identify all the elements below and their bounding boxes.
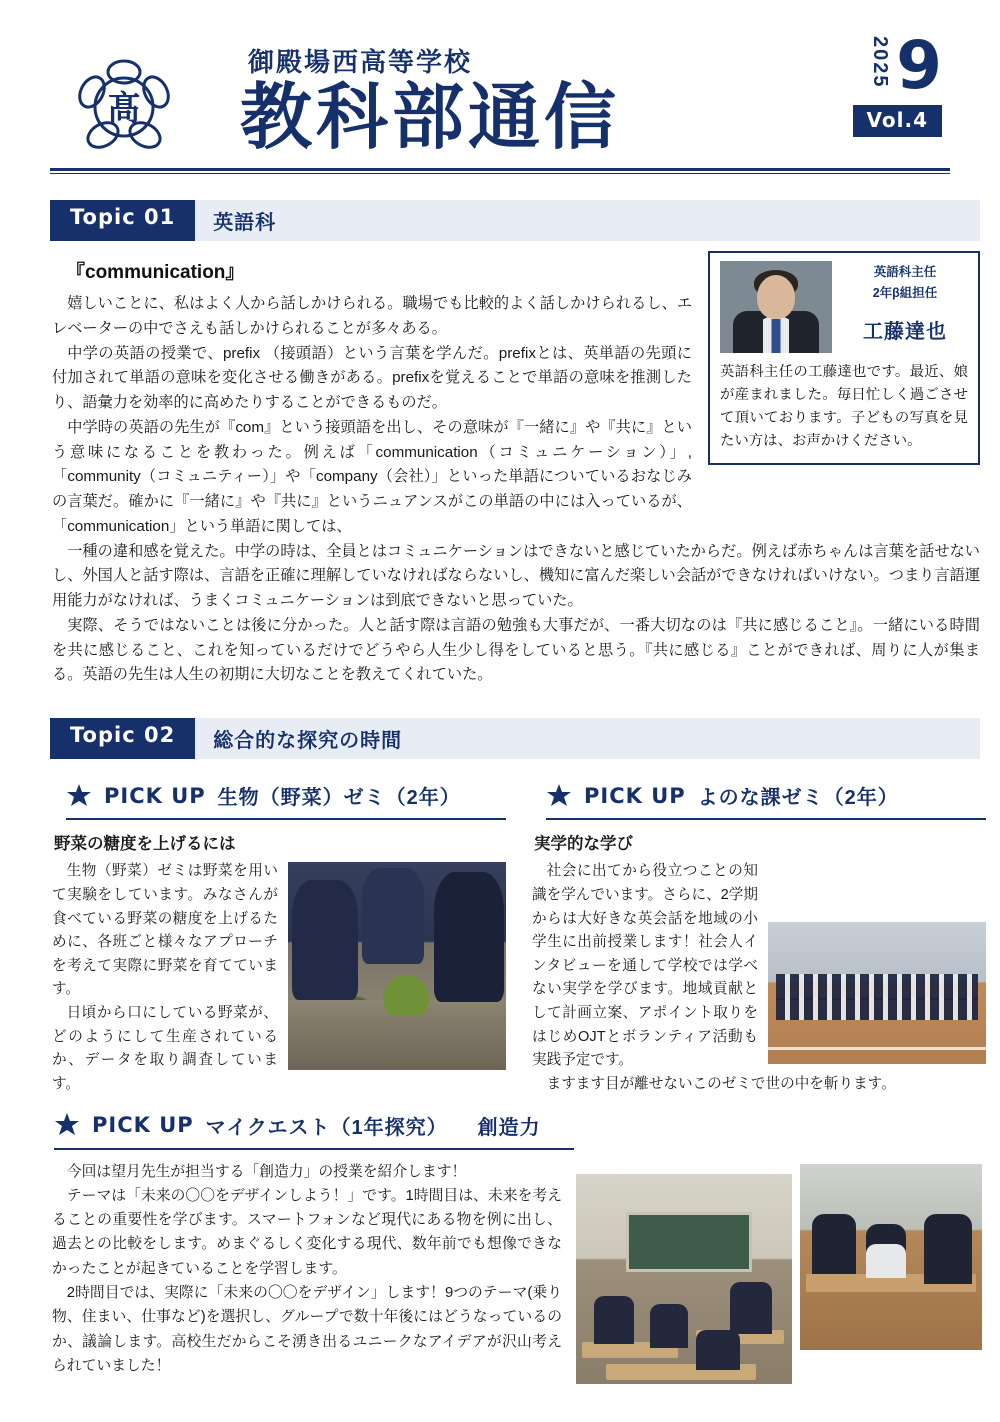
teacher-description: 英語科主任の工藤達也です。最近、娘が産まれました。毎日忙しく過ごさせて頂いております。子どもの写真を見たい方は、お声かけください。 xyxy=(720,364,968,450)
topic-01-body xyxy=(52,257,980,688)
teacher-role-line-1: 英語科主任 xyxy=(873,265,937,279)
pickup-1-header xyxy=(66,781,506,810)
pickup-2-label: PICK UP xyxy=(584,783,686,808)
issue-volume: Vol.4 xyxy=(853,105,943,137)
topic-02-bar xyxy=(50,718,980,759)
paragraph: 2時間目では、実際に「未来の〇〇をデザイン」します！9つのテーマ(乗り物、住まい、仕事など)を選択し、グループで数十年後にはどうなっているのか、議論します。高校生だからこそ湧き出るユニークなアイデアが沢山考えられていました！ xyxy=(52,1284,562,1374)
topic-01-full-text xyxy=(52,540,980,689)
page-title: 教科部通信 xyxy=(240,75,621,159)
pickup-1-text xyxy=(52,860,506,1096)
paragraph: 今回は望月先生が担当する「創造力」の授業を紹介します！ xyxy=(66,1163,467,1180)
pickup-3-text xyxy=(52,1160,562,1378)
header-divider xyxy=(50,168,950,174)
issue-block xyxy=(792,26,942,137)
pickup-3-title-extra: 創造力 xyxy=(477,1116,541,1139)
pickup-2-header xyxy=(546,781,986,810)
paragraph: 嬉しいことに、私はよく人から話しかけられる。職場でも比較的よく話しかけられるし、エレベーターの中でさえも話しかけられることが多々ある。 xyxy=(52,295,692,337)
students-planting-vegetables-photo xyxy=(288,862,506,1070)
issue-year: 2025 xyxy=(869,36,892,89)
pickup-badge-icon xyxy=(66,783,92,809)
gymnasium-group-photo xyxy=(768,922,986,1064)
paragraph: ますます目が離せないこのゼミで世の中を斬ります。 xyxy=(546,1076,896,1093)
pickup-2-underline xyxy=(546,818,986,820)
paragraph: 日頃から口にしている野菜が、どのようにして生産されているか、データを取り調査しています。 xyxy=(52,1005,278,1093)
topic-01-column-text xyxy=(52,292,692,540)
topic-02-tag: Topic 02 xyxy=(50,718,195,759)
pickup-1-underline xyxy=(66,818,506,820)
pickup-2 xyxy=(532,771,986,1096)
pickup-3 xyxy=(40,1111,960,1378)
paragraph: 社会に出てから役立つことの知識を学んでいます。さらに、2学期からは大好きな英会話を地域の小学生に出前授業します！社会人インタビューを通して学校では学べない実学を学びます。地域貢献として計画立案、アポイント取りをはじめOJTとボランティア活動も実践予定です。 xyxy=(532,863,758,1069)
pickup-2-title: よのな課ゼミ（2年） xyxy=(697,787,899,810)
logo-glyph: 髙 xyxy=(107,89,141,129)
paragraph: 中学の英語の授業で、prefix （接頭語）という言葉を学んだ。prefixとは、英単語の先頭に付加されて単語の意味を変化させる働きがある。prefixを覚えることで単語の意味を推測したり、語彙力を効率的に高めたりすることができるものだ。 xyxy=(52,344,692,412)
pickup-3-title: マイクエスト（1年探究） xyxy=(205,1116,448,1139)
teacher-portrait-photo xyxy=(720,261,832,353)
topic-02-name: 総合的な探究の時間 xyxy=(195,718,980,759)
pickup-1-title: 生物（野菜）ゼミ（2年） xyxy=(217,787,461,810)
pickup-2-text xyxy=(532,860,986,1096)
teacher-role-line-2: 2年β組担任 xyxy=(872,285,938,300)
header-titles xyxy=(240,42,621,159)
pickup-2-subheading: 実学的な学び xyxy=(534,835,633,854)
pickup-3-label: PICK UP xyxy=(92,1113,194,1138)
pickup-3-body xyxy=(52,1160,986,1378)
paragraph: 生物（野菜）ゼミは野菜を用いて実験をしています。みなさんが食べている野菜の糖度を上げるために、各班ごと様々なアプローチを考えて実際に野菜を育てています。 xyxy=(52,863,278,998)
classroom-wide-photo xyxy=(576,1174,792,1384)
issue-month: 9 xyxy=(896,26,942,104)
topic-01-name: 英語科 xyxy=(195,200,980,241)
pickup-1-subheading: 野菜の糖度を上げるには xyxy=(54,835,236,854)
topic-01-heading: 『communication』 xyxy=(66,262,245,283)
students-at-desks-photo xyxy=(800,1164,982,1350)
pickup-3-underline xyxy=(54,1148,574,1150)
topic-01-bar xyxy=(50,200,980,241)
pickup-1 xyxy=(52,771,506,1096)
pickup-3-photos xyxy=(576,1164,986,1384)
teacher-name: 工藤達也 xyxy=(863,320,947,343)
pickup-3-header xyxy=(54,1111,960,1140)
paragraph: テーマは「未来の〇〇をデザインしよう！」です。1時間目は、未来を考えることの重要性を学びます。スマートフォンなど現代にある物を例に出し、過去との比較をします。めまぐるしく変化する現代、数年前でも想像できなかったことが起きていることを学習します。 xyxy=(52,1187,562,1277)
pickup-1-label: PICK UP xyxy=(104,783,206,808)
pickup-badge-icon xyxy=(546,783,572,809)
pickup-badge-icon xyxy=(54,1112,80,1138)
page-header xyxy=(40,0,960,178)
paragraph: 実際、そうではないことは後に分かった。人と話す際は言語の勉強も大事だが、一番大切なのは『共に感じること』。一緒にいる時間を共に感じること、これを知っているだけでどうやら人生少し得をしていると思う。『共に感じる』ことができれば、周りに人が集まる。英語の先生は人生の初期に大切なことを教えてくれていた。 xyxy=(52,616,980,684)
school-name: 御殿場西高等学校 xyxy=(248,47,473,77)
paragraph: 中学時の英語の先生が『com』という接頭語を出し、その意味が『一緒に』や『共に』という意味になることを教わった。例えば「communication（コミュニケーション）」,「community（コミュニティー）」や「company（会社）」といった単語についているおなじみの言葉だ。確かに『一緒に』や『共に』というニュアンスがこの単語の中には入っているが、「communication」という単語に関しては、 xyxy=(52,418,692,535)
paragraph: 一種の違和感を覚えた。中学の時は、全員とはコミュニケーションはできないと感じていたからだ。例えば赤ちゃんは言葉を話せないし、外国人と話す際は、言語を正確に理解していなければならないし、機知に富んだ楽しい会話ができなければいけない。つまり言語運用能力がなければ、うまくコミュニケーションは到底できないと思っていた。 xyxy=(52,542,981,610)
topic-01-tag: Topic 01 xyxy=(50,200,195,241)
pickup-columns xyxy=(52,771,986,1096)
teacher-profile-card xyxy=(708,251,980,465)
school-logo xyxy=(65,48,183,166)
